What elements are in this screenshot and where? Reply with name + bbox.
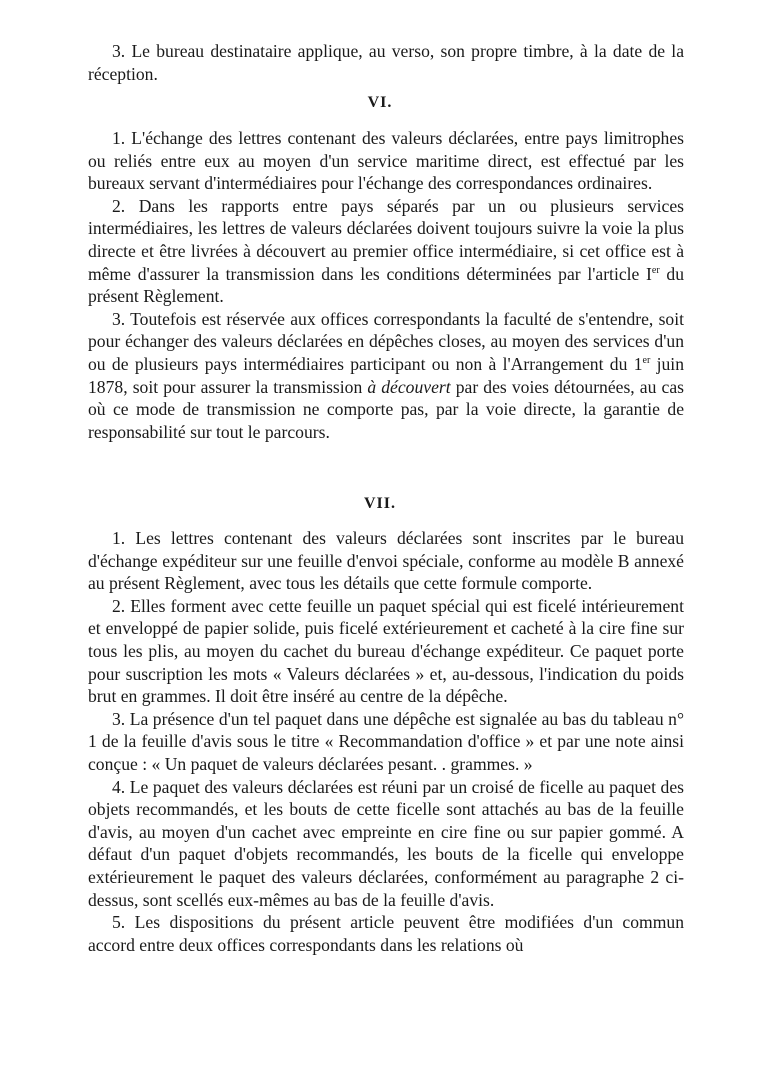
paragraph-vi-2-end: du présent Règlement. bbox=[88, 263, 684, 307]
paragraph-vii-1: 1. Les lettres contenant des valeurs déclarées sont inscrites par le bureau d'échange expéditeur sur une feuille d'envoi spéciale, conforme au modèle B annexé au présent Règlement, avec tous les détails que cette formule comporte. bbox=[88, 528, 684, 594]
paragraph-top-3: 3. Le bureau destinataire applique, au verso, son propre timbre, à la date de la réception. bbox=[88, 41, 684, 84]
top-paragraph-block bbox=[88, 40, 684, 85]
paragraph-vi-1: 1. L'échange des lettres contenant des valeurs déclarées, entre pays limitrophes ou reliés entre eux au moyen d'un service maritime direct, est effectué par les bureaux servant d'intermédiaires pour l'échange des correspondances ordinaires. bbox=[88, 128, 684, 194]
superscript-er: er bbox=[651, 264, 660, 276]
paragraph-vi-2 bbox=[88, 195, 684, 308]
paragraph-vii-5: 5. Les dispositions du présent article peuvent être modifiées d'un commun accord entre deux offices correspondants dans les relations où bbox=[88, 912, 684, 955]
paragraph-vi-3-text: 3. Toutefois est réservée aux offices correspondants la faculté de s'entendre, soit pour échanger des valeurs déclarées en dépêches closes, au moyen des services d'un ou de plusieurs pays intermédiaires participant ou non à l'Arrangement du 1 bbox=[88, 308, 684, 374]
section-heading-vii: VII. bbox=[363, 495, 396, 512]
section-vi-body bbox=[88, 127, 684, 443]
paragraph-vi-3 bbox=[88, 308, 684, 444]
superscript-er: er bbox=[642, 355, 651, 367]
section-heading-vi: VI. bbox=[367, 94, 393, 111]
paragraph-vii-3: 3. La présence d'un tel paquet dans une dépêche est signalée au bas du tableau n° 1 de la feuille d'avis sous le titre « Recommandation d'office » et par une note ainsi conçue : « Un paquet de valeurs déclarées pesant. . grammes. » bbox=[88, 708, 684, 774]
section-vii-body bbox=[88, 527, 684, 956]
paragraph-vi-2-text: 2. Dans les rapports entre pays séparés par un ou plusieurs services intermédiaires, les lettres de valeurs déclarées doivent toujours suivre la voie la plus directe et être livrées à découvert au premier office intermédiaire, si cet office est à même d'assurer la transmission dans les conditions déterminées par l'article I bbox=[88, 195, 684, 284]
paragraph-vi-3-mid: juin 1878, soit pour assurer la transmission bbox=[88, 353, 684, 397]
paragraph-vi-3-end: par des voies détournées, au cas où ce mode de transmission ne comporte pas, par la voie directe, la garantie de responsabilité sur tout le parcours. bbox=[88, 376, 684, 442]
italic-a-decouvert: à découvert bbox=[367, 376, 451, 397]
paragraph-vii-2: 2. Elles forment avec cette feuille un paquet spécial qui est ficelé intérieurement et enveloppé de papier solide, puis ficelé extérieurement et cacheté à la cire fine sur tous les plis, au moyen du cachet du bureau d'échange expéditeur. Ce paquet porte pour suscription les mots « Valeurs déclarées » et, au-dessous, l'indication du poids brut en grammes. Il doit être inséré au centre de la dépêche. bbox=[88, 595, 684, 707]
paragraph-vii-4: 4. Le paquet des valeurs déclarées est réuni par un croisé de ficelle au paquet des objets recommandés, et les bouts de cette ficelle sont attachés au bas de la feuille d'avis, au moyen d'un cachet avec empreinte en cire fine ou sur papier gommé. A défaut d'un paquet d'objets recommandés, les bouts de la ficelle qui enveloppe extérieurement le paquet des valeurs déclarées, conformément au paragraphe 2 ci-dessus, sont scellés eux-mêmes au bas de la feuille d'avis. bbox=[88, 776, 684, 910]
